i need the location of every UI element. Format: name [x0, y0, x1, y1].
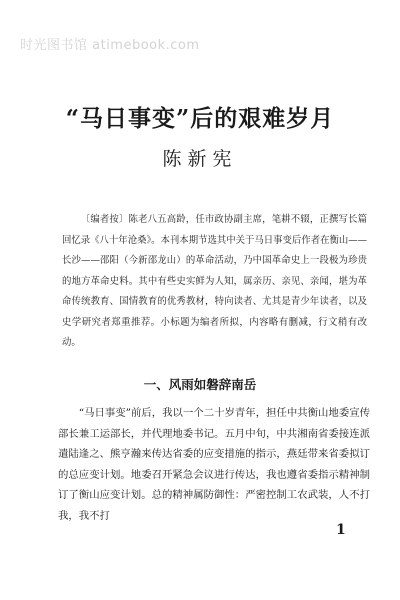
editor-note: [62, 210, 367, 354]
article-title: “马日事变”后的艰难岁月: [65, 105, 335, 132]
editor-note-label: 〔编者按〕: [80, 214, 129, 225]
article-author: 陈新宪: [162, 148, 238, 170]
watermark: 时光图书馆 atimebook.com: [20, 38, 200, 53]
page-number: 1: [336, 522, 346, 538]
section-heading: 一、风雨如磐辞南岳: [143, 377, 257, 392]
editor-note-text: 陈老八五高龄，任市政协副主席，笔耕不辍，正撰写长篇回忆录《八十年沧桑》。本刊本期节选其中关于马日事变后作者在衡山——长沙——邵阳（今新邵龙山）的革命活动，乃中国革命史上一段极为珍贵的地方革命史料。其中有些史实鲜为人知，属亲历、亲见、亲闻，堪为革命传统教育、国情教育的优秀教材，特向读者、尤其是青少年读者，以及史学研究者郑重推荐。小标题为编者所拟，内容略有删减，行文稍有改动。: [62, 214, 367, 348]
body-paragraph: “马日事变”前后，我以一个二十岁青年，担任中共衡山地委宣传部长兼工运部长，并代理地委书记。五月中旬，中共湘南省委接连派遣陆逢之、熊亨瀚来传达省委的应变措施的指示，燕廷带来省委拟订的总应变计划。地委召开紧急会议进行传达，我也遵省委指示精神制订了衡山应变计划。总的精神属防御性：严密控制工农武装，人不打我，我不打: [58, 407, 370, 522]
